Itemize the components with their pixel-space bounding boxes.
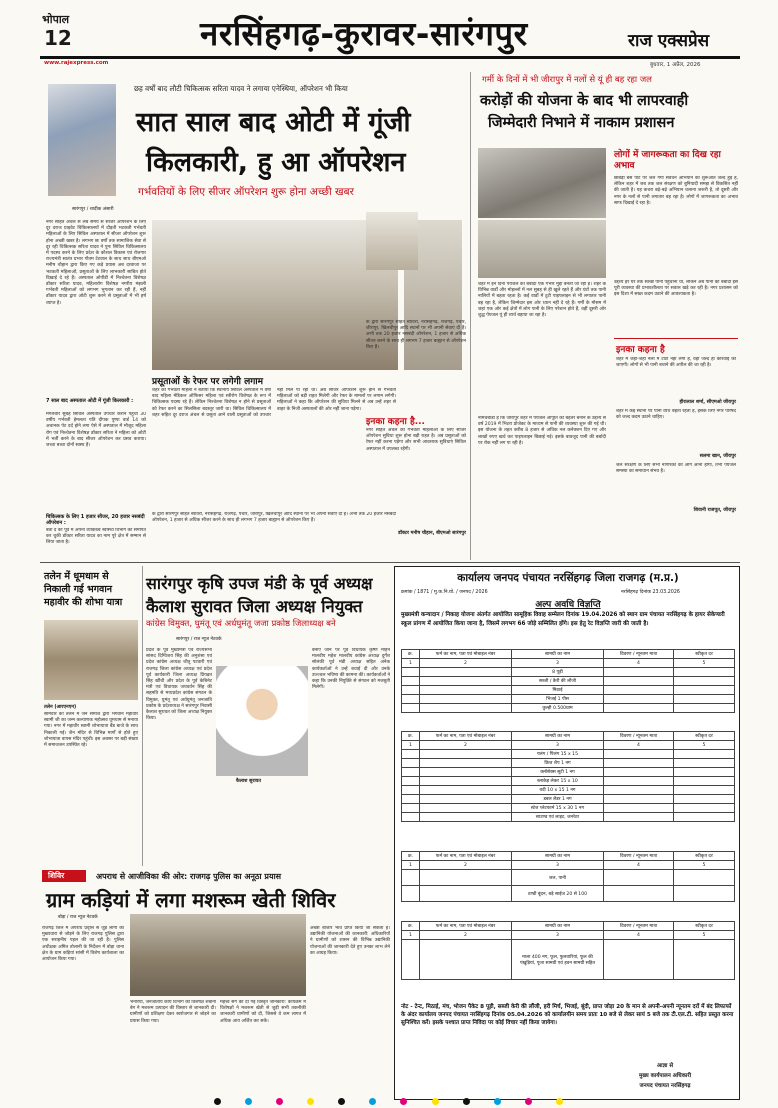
story1-box-body: शहर की गर्भवती महिला ने बताया कि स्थानीय सिविल अस्पताल में वर्षों बाद महिला मेडिकल ऑफिसर महिला एवं स्त्रीरोग विशेषज्ञ के रूप में चिकित्सक पदस्थ रहे हैं। लेकिन निश्चेतना विशेषज्ञ न होने से प्रसूताओं को रेफर करने का सिलसिला बदस्तूर जारी था। सिविल चिकित्सालय में शहर सहित दूर दराज अंचल से प्रसूता आने वाली प्रसूताओं को उपचार नहीं मिल पा रहा था। अब सीजर ऑपरेशन शुरू होने से गर्भवती महिलाओं को बड़ी राहत मिलेगी और रेफर के मामलों पर लगाम लगेगी। महिलाओं ने कहा कि ऑपरेशन की सुविधा मिलने से अब उन्हें शहर से बाहर के निजी अस्पतालों की ओर नहीं जाना पड़ेगा। — [152, 388, 396, 418]
story2-quote-author-2: सलमा खान, जीरापुर — [699, 454, 736, 459]
table-row: सब्जी / कैरी की लौंजी — [402, 677, 735, 686]
story1-headline-line1: सात साल बाद ओटी में गूंजी — [136, 107, 411, 138]
story3-body-col1: प्रदेश के पूर्व मुख्यमंत्री एवं राज्यसभा सांसद दिग्विजय सिंह की अनुशंसा एवं प्रदेश कांग्रेस अध्यक्ष जीतू पटवारी एवं राजगढ़ जिला कांग्रेस अध्यक्ष एवं प्रदेश पूर्व कार्यकारी जिला अध्यक्ष प्रियव्रत सिंह खींची और प्रदेश के पूर्व केबिनेट मंत्री एवं विधायक जयवर्धन सिंह की सहमति से मध्यप्रदेश कांग्रेस संगठन के विमुक्त, घुमंतू एवं अर्धघुमंतू जनजाति प्रकोष्ठ के प्रदेशाध्यक्ष ने सारंगपुर निवासी कैलाश सुरावत को जिला अध्यक्ष नियुक्त किया। — [146, 648, 212, 722]
registration-marks — [214, 1098, 566, 1106]
story4-kicker: अपराध से आजीविका की ओर: राजगढ़ पुलिस का अनूठा प्रयास — [96, 872, 282, 881]
table-row: कुल्ही 0.500ग्राम — [402, 704, 735, 713]
table4-header-row: क्र. फर्म का नाम, पता एवं मोबाइल नंबर सामग्री का नाम विवरण / न्यूनतम मात्रा स्वीकृत दर — [402, 922, 735, 931]
story3-body-col2: बनाए जाने पर पूर्व विधायक कृष्ण मोहन मालवीय महेश मालवीय कांग्रेस अध्यक्ष दुर्गेश सोलंकी पूर्व मंडी अध्यक्ष सहित अनेक कार्यकर्ताओं ने उन्हें बधाई दी और उनके उज्ज्वल भविष्य की कामना की। कार्यकर्ताओं ने कहा कि उनकी नियुक्ति से संगठन को मजबूती मिलेगी। — [312, 648, 390, 691]
page-number: 12 — [44, 26, 72, 50]
story1-subheading-2: चिकित्सक के लिए 1 हजार सीजर, 20 हजार नसबंदी ऑपरेशन : — [46, 514, 145, 526]
notice-sign-1: आज्ञा से — [656, 1063, 674, 1069]
notice-ref-no: क्रमांक / 1871 / मु.क.नि.यो. / जनपद / 2026 — [401, 590, 488, 595]
column-rule-1 — [470, 72, 471, 560]
story2-kicker: गर्मी के दिनों में भी जीरापुर में नलों से यूं ही बह रहा जल — [482, 75, 652, 85]
story3-subhead: कांग्रेस विमुक्त, घुमंतू एवं अर्धघुमंतू जजा प्रकोष्ठ जिलाध्यक्ष बने — [146, 619, 336, 629]
pipe-photo — [478, 220, 606, 278]
issue-date: बुधवार, 1 अप्रैल, 2026 — [650, 62, 701, 68]
notice-footer: नोट - टेन्ट, मिठाई, मंच, भोजन पैकेट 8 पूड़ी, सब्जी केरी की लौंजी, हरी मिर्च, भिजई, बूंदी, प्राप्त जोड़ा 20 के मान से अपनी-अपनी न्यूनतम दरों में बंद लिफाफों के अंदर कार्यालय जनपद पंचायत नरसिंहगढ़ दिनांक 05.04.2026 को कार्यालयीन समय प्रातः 10 बजे से लेकर सायं 5 बजे तक टी.एल.टी. सहित प्रस्तुत करना सुनिश्चित करें। इसके पश्चात प्राप्त निविदा पर कोई विचार नहीं किया जायेगा। — [401, 1004, 734, 1026]
story1-box-headline: प्रसूताओं के रेफर पर लगेगी लगाम — [152, 377, 263, 387]
col-qty: विवरण / न्यूनतम मात्रा — [604, 650, 674, 659]
story-mushroom-camp — [42, 870, 390, 1100]
story4-body-col2: भनेरिया, जनजातीय कार्य विभाग की विशेषज्ञ शबाना बेग ने मशरूम उत्पादन की विस्तार से जानकारी दी। ग्रामीणों को प्रशिक्षण देकर स्वरोजगार से जोड़ने का प्रयास किया गया। — [130, 1000, 216, 1024]
story3-headline-line2: कैलाश सुरावत जिला अध्यक्ष नियुक्त — [146, 597, 363, 616]
story4-headline: ग्राम कड़ियां में लगा मशरूम खेती शिविर — [46, 888, 336, 912]
story2-quote-body-1: शहर में जहां-जहां नलों में टोंटी नहीं लगी है, वहां जल्द ही कार्रवाई की जाएगी। लोगों से भी पानी बचाने की अपील की जा रही है। — [616, 357, 736, 369]
table2-number-row: 1 2 3 4 5 — [402, 741, 735, 750]
col-rate: स्वीकृत दर — [674, 650, 735, 659]
story1-quote-body: नगर सहित अंचल की गर्भवती महिलाओं के लिए सीजर ऑपरेशन सुविधा शुरू होना बड़ी राहत है। अब प्रसूताओं को रेफर नहीं करना पड़ेगा और सभी आवश्यक सुविधाएं सिविल अस्पताल में उपलब्ध रहेंगी। — [366, 428, 466, 452]
notice-ref-date: नरसिंहगढ़ दिनांक 23.03.2026 — [621, 590, 680, 595]
website-link[interactable]: www.rajexpress.com — [44, 60, 109, 66]
story4-kicker-tag — [42, 870, 86, 882]
story3-side-headline: तलेन में धूमधाम से निकाली गई भगवान महावीर की शोभा यात्रा — [44, 571, 123, 608]
story3-headline-line1: सारंगपुर कृषि उपज मंडी के पूर्व अध्यक्ष — [146, 574, 373, 593]
story2-quote-author-3: शिवानी राजपूत, जीरापुर — [693, 508, 736, 513]
story2-headline-line1: करोड़ों की योजना के बाद भी लापरवाही — [480, 93, 689, 109]
story2-body-col2: उद्देश्य हर घर तक स्वच्छ पानी पहुंचाना था, लेकिन अब पानी की बर्बादी इस पूरी व्यवस्था की प्रभावशीलता पर सवाल खड़े कर रही है। नगर प्रशासन को इस दिशा में सख्त कदम उठाने की आवश्यकता है। — [614, 280, 738, 298]
kicker-tag-label: शिविर — [48, 871, 65, 880]
table-row: क्लॉसेक्स सूटी 1 नग — [402, 768, 735, 777]
table-row: माला 400 नग, फूल, फुलवारियां, फूल की पंखुड़ियां, पूजा सामग्री एवं हवन सामग्री सहित — [402, 940, 735, 980]
tender-notice — [394, 566, 740, 1100]
brand-logo: राज एक्सप्रेस — [628, 31, 710, 51]
story1-mid-body: के द्वारा सारंगपुर सहित ब्यावरा, नरसिंहगढ़, राजगढ़, पचोर, जीरापुर, खिलचीपुर आदि स्थानों पर भी अपनी सेवाएं दी हैं। अभी तक 20 हजार नसबंदी ऑपरेशन, 1 हजार से अधिक सीजर करने के साथ ही लगभग 7 हजार बाह्यान से ऑपरेशन किए हैं। — [366, 320, 466, 350]
table-row: ब्लाकेड़ लेकर 15 x 10 — [402, 777, 735, 786]
story1-body-col1: नगर सहित अंचल से लंबे समय से सीजर ऑपरेशन के लिए दूर दराज प्राइवेट चिकित्सालयों में दौड़ती भटकती गर्भवती महिलाओं के लिए सिविल अस्पताल में सीजर ऑपरेशन शुरू होना अच्छी खबर है। लगभग छः वर्षों तक सामाजिक सेवा से दूर रही चिकित्सक सरिता यादव ने पुनः सिविल चिकित्सालय में पदस्थ करने के लिए प्रदेश के कौशल विकास एवं रोजगार राज्यमंत्री स्वतंत्र प्रभार गौतम टेटवाल के साथ साथ बीएमओ मनीष चौहान द्वारा किए गए कड़े प्रयास अब दरवाजा पर भटकती महिलाओं, प्रसूताओं के लिए लाभकारी साबित होते दिखाई दे रहे हैं। अस्पताल ओपीडी में निश्चेतना विशेषज्ञ डॉक्टर सरिता यादव, महिलारोग विशेषज्ञ नगरीय मंझली गर्भवती महिलाओं को लगभग भुगतान कर रही हैं, नहीं डॉक्टर यादव द्वारा ओटी शुरू करने से प्रसूताओं में भी हर्ष व्याप्त है। — [46, 220, 146, 306]
story2-quote-body-2: शहर में कई स्थानों पर पानी व्यर्थ बहता रहता है, इसके लिए नगर परिषद को जल्द कदम उठाने चाहिए। — [616, 409, 736, 421]
table-row: वदी 10 x 15 1 नग — [402, 786, 735, 795]
story4-body-col3: महत्त्व संगे की दी गई विस्तृत जानकारी: कार्यक्रम में विशेषज्ञों ने मशरूम खेती से जुड़ी सभी तकनीकी जानकारी ग्रामीणों को दी, जिससे वे कम लागत में अधिक आय अर्जित कर सकें। — [220, 1000, 306, 1024]
table-row: साउण्ड एवं लाइट, जनरेटर — [402, 813, 735, 822]
story1-body-col3: के द्वारा सारंगपुर सहित ब्यावरा, नरसिंहगढ़, राजगढ़, पचोर, जीरापुर, खिलचीपुर आदि स्थानों पर भी अपनी सेवाएं दी हैं। अभी तक 20 हजार नसबंदी ऑपरेशन, 1 हजार से अधिक सीजर करने के साथ ही लगभग 7 हजार बाह्यान से ऑपरेशन किए हैं। — [152, 512, 396, 524]
col-firm: फर्म का नाम, पता एवं मोबाइल नंबर — [420, 650, 512, 659]
table1-number-row: 1 2 3 4 5 — [402, 659, 735, 668]
rate-table-4 — [401, 921, 735, 980]
section-divider — [40, 562, 740, 563]
rate-table-3 — [401, 851, 735, 902]
story3-side-caption: तलेन (आरएनएन) — [44, 705, 77, 710]
table-row: स्टेज प्लेटफार्म 15 x 30 1 नग — [402, 804, 735, 813]
table-row: भिजई 1 पीस — [402, 695, 735, 704]
rate-table-1 — [401, 649, 735, 713]
suravat-portrait — [216, 666, 308, 776]
table-row: मिठाई — [402, 686, 735, 695]
notice-title: अल्प अवधि विज्ञप्ति — [535, 600, 601, 610]
notice-office: कार्यालय जनपद पंचायत नरसिंहगढ़ जिला राजगढ़ (म.प्र.) — [457, 572, 679, 584]
story2-side-body: छाबड़ी बस पाट पर जल गंगा संवर्धन अभियान की शुरूआत जल्द हुई है, लेकिन शहर में जब तक जल संरक्षण को बुनियादी समझ से विकसित नहीं की जाती है। यह कचरा बढ़े-बढ़े अभियान चलाना जरूरी है, तो दूसरी और नगर के नलों से पानी लगातार बह रहा है। लोगों में जागरूकता का अभाव साफ दिखाई दे रहा है। — [614, 176, 738, 206]
story1-kicker: छह वर्षों बाद लौटी चिकित्सक सरिता यादव ने लगाया एनेस्थिया, ऑपरेशन भी किया — [134, 84, 348, 93]
story2-side-headline: लोगों में जागरूकता का दिख रहा अभाव — [614, 150, 721, 171]
column-rule-2 — [142, 566, 143, 866]
rate-table-2 — [401, 731, 735, 822]
story2-headline-line2: जिम्मेदारी निभाने में नाकाम प्रशासन — [488, 115, 675, 131]
story3-side-body: सोमवार को तलेन में जैन समाज द्वारा भगवान महावीर स्वामी जी का जन्म कल्याणक महोत्सव धूमधाम से मनाया गया। नगर में महावीर स्वामी शोभायात्रा बैंड बाजे के साथ निकाली गई। जैन मंदिर से विभिन्न मार्गों से होते हुए शोभायात्रा वापस मंदिर पहुंची। इस अवसर पर बड़ी संख्या में समाजजन उपस्थित रहे। — [44, 712, 138, 749]
story2-quote-title: इनका कहना है — [616, 345, 665, 355]
story1-body-col1c: बता दें की पूर्व में अपना व्यक्तित्व स्वास्थ्य विभाग को समर्पित कर चुकी डॉक्टर सरिता यादव का नाम पूरे क्षेत्र में सम्मान से लिया जाता है। — [46, 528, 146, 546]
notice-intro: मुख्यमंत्री कन्यादान / निकाह योजना अंतर्गत आयोजित सामूहिक विवाह सम्मेलन दिनांक 19.04.2026 को स्थान ग्राम पंचायत नरसिंहगढ़ के हायर सेकेण्डरी स्कूल प्रांगण में आयोजित किया जाना है, जिसमें लगभग 66 जोड़े सम्मिलित होंगे। इस हेतु रेट विज्ञप्ति जारी की जाती है। — [401, 612, 725, 627]
procession-photo — [44, 620, 138, 700]
table3-header-row: क्र. फर्म का नाम, पता एवं मोबाइल नंबर सामग्री का नाम विवरण / न्यूनतम मात्रा स्वीकृत दर — [402, 852, 735, 861]
notice-sign-2: मुख्य कार्यपालन अधिकारी — [638, 1073, 692, 1079]
story1-quote-author: डॉक्टर मनीष चौहान, बीएमओ सारंगपुर — [398, 531, 466, 536]
table4-number-row: 1 2 3 4 5 — [402, 931, 735, 940]
story4-body-col4: अच्छा बाजार भाव प्राप्त किया जा सकता है। उद्यानिकी योजनाओं की जानकारी: अधिकारियों ने ग्रामीणों को शासन की विभिन्न उद्यानिकी योजनाओं की जानकारी देते हुए उनका लाभ लेने का आग्रह किया। — [310, 926, 390, 956]
story-water-waste — [474, 72, 740, 560]
table-row: डबल लैडर 1 नग — [402, 795, 735, 804]
water-tap-photo — [478, 148, 606, 218]
story2-quote-body-3: जल संरक्षण के लिए सभी नागरिकों को आगे आना होगा, तभी पेयजल समस्या का समाधान संभव है। — [616, 463, 736, 475]
story2-body-col1: शहर में इन दिनों पेयजल की बर्बादी एक गंभीर मुद्दा बनती जा रही है। शहर के विभिन्न वार्डों और मोहल्लों में नल सुबह से ही खुले रहते हैं और घंटों तक पानी नालियों में बहता रहता है। कई वार्डों में टूटी पाइपलाइन से भी लगातार पानी बह रहा है, लेकिन जिम्मेदार इस ओर ध्यान नहीं दे रहे हैं। गर्मी के मौसम में जहां एक ओर कई क्षेत्रों में लोग पानी के लिए परेशान होते हैं, वहीं दूसरी ओर शुद्ध पेयजल यूं ही व्यर्थ बहाया जा रहा है। — [478, 282, 606, 319]
nurse-photo — [48, 84, 116, 196]
page-title: नरसिंहगढ़-कुरावर-सारंगपुर — [200, 14, 528, 53]
story4-body-col1: राजगढ़ जिले में अपराध प्रवृत्ति से जुड़े लोगों को मुख्यधारा से जोड़ने के लिए राजगढ़ पुलिस द्वारा एक सराहनीय पहल की जा रही है। पुलिस अधीक्षक अमित तोलानी के निर्देशन में बोड़ा थाना क्षेत्र के ग्राम कड़ियां सांसी में विशेष कार्यशाला का आयोजन किया गया। — [42, 926, 124, 963]
city-label: भोपाल — [42, 13, 70, 26]
notice-sign-3: जनपद पंचायत नरसिंहगढ़ — [639, 1083, 691, 1089]
story1-headline-line2: किलकारी, हु आ ऑपरेशन — [146, 147, 406, 178]
table-row: पलंग / पिलंग 15 x 15 — [402, 750, 735, 759]
story3-photo-caption: कैलाश सुरावत — [236, 779, 261, 784]
story1-subheading-1: 7 साल बाद अस्पताल ओटी में गूंजी किलकारी : — [46, 398, 134, 404]
story1-body-col1b: मंगलवार सुबह सिविल अस्पताल उपचार कराने पहुंची 30 वर्षीय गर्भवती हेमलता पति दीपक पुष्पा वार्ड 14 को अचानक पेट दर्द होने लगा ऐसे में अस्पताल में मौजूद महिला रोग एवं निश्चेतना विशेषज्ञ डॉक्टर सरिता ने महिला को ओटी में भर्ती करने के बाद सीजर ऑपरेशन कर प्रसव कराया। जच्चा बच्चा दोनों स्वस्थ हैं। — [46, 412, 146, 449]
story3-credit: सारंगपुर / राज न्यूज नेटवर्क — [176, 637, 222, 642]
page-header — [0, 0, 778, 68]
patients-photo — [152, 220, 398, 370]
story4-credit: बोड़ा / राज न्यूज नेटवर्क — [58, 915, 98, 920]
story1-quote-title: इनका कहना है... — [366, 417, 425, 427]
col-item: सामग्री का नाम — [512, 650, 604, 659]
table-row: फ्रिज शैप 1 नग — [402, 759, 735, 768]
story1-credit: सारंगपुर / शादीक अंसारी — [72, 207, 114, 212]
mushroom-camp-photo — [130, 914, 306, 996]
bed-photo-1 — [366, 212, 418, 270]
table2-header-row: क्र. फर्म का नाम, पता एवं मोबाइल नंबर सामग्री का नाम विवरण / न्यूनतम मात्रा स्वीकृत दर — [402, 732, 735, 741]
story2-body-col1b: नीमचबाडा है कि जीरापुर शहर में पेयजल आपूर्ति को बेहतर बनाने के उद्देश्य से वर्ष 2019 में भिटरा प्रोजेक्ट के माध्यम से पानी की व्यवस्था शुरू की गई थी। इस योजना के तहत करीब 8 हजार से अधिक नल कनेक्शन दिए गए और लाखों रुपए खर्च कर पाइपलाइन बिछाई गई। इसके बावजूद पानी की बर्बादी पर रोक नहीं लग पा रही है। — [478, 416, 606, 446]
story2-quote-author-1: हीरालाल शर्मा, सीएमओ जीरापुर — [679, 400, 736, 405]
story1-subhead: गर्भवतियों के लिए सीजर ऑपरेशन शुरू होना अच्छी खबर — [138, 186, 354, 198]
header-rule — [40, 56, 740, 59]
col-sno: क्र. — [402, 650, 420, 659]
story-kailash-suravat — [146, 566, 390, 866]
table-row: 8 पूड़ी — [402, 668, 735, 677]
table1-header-row — [402, 650, 735, 659]
table-row: जल, पानी — [402, 870, 735, 886]
story2-quote-box — [614, 338, 738, 558]
table-row: ठण्डी बूंदन, बड़े साईज 20 से 100 — [402, 886, 735, 902]
table3-number-row: 1 2 3 4 5 — [402, 861, 735, 870]
story-mahavir-procession — [42, 566, 140, 866]
